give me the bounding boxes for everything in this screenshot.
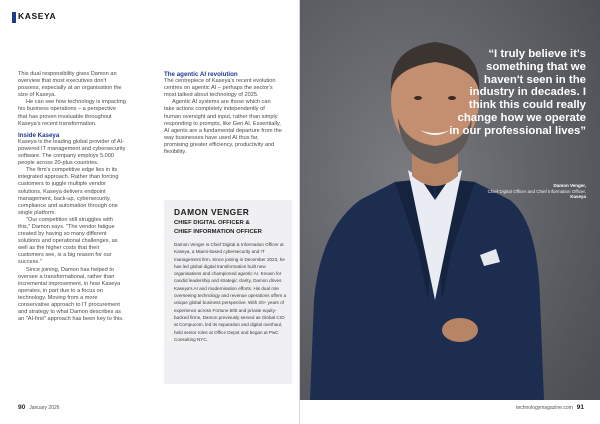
issue-date: January 2026 [29, 405, 60, 411]
paragraph: He can see how technology is impacting his business operations – a perspective that has proven invaluable throughout Kaseya's recent transformation. [18, 99, 126, 127]
bio-title-line: CHIEF INFORMATION OFFICER [174, 229, 262, 236]
bio-text: Damon Venger is Chief Digital & Information Officer at Kaseya, a Miami-based cybersecurity and IT management firm. Since joining in December 2023, he has led global digital transformation built new organisations and championed agentic AI. Known for candid leadership and strategic clarity, Damon drives Kaseya's AI and modernisation efforts. His dual role overseeing technology and revenue operations offers a unique global business perspective. With 20+ years of experience across Fortune 500 and private equity-backed firms, Damon previously served as Global CIO at Compucom, led its separation and digital overhaul, held senior roles at Office Depot and began at PwC Consulting NYC. [174, 242, 287, 342]
article-column-right [164, 71, 282, 156]
page-footer-left [18, 404, 60, 411]
bio-title [174, 219, 290, 238]
attribution-role: Chief Digital Officer and Chief Information Officer, [487, 188, 586, 194]
right-page [300, 0, 600, 424]
section-heading: The agentic AI revolution [164, 71, 238, 78]
bio-box [164, 200, 292, 384]
page-number: 91 [576, 404, 584, 411]
attribution-name: Damon Venger, [553, 183, 586, 188]
paragraph: The centrepiece of Kaseya's recent evolution centres on agentic AI – perhaps the sector's most talked about technology of 2025. [164, 78, 276, 99]
article-column-left [18, 71, 126, 323]
section-heading: Inside Kaseya [18, 131, 60, 139]
bio-name: DAMON VENGER [174, 207, 250, 217]
paragraph: The firm's competitive edge lies in its integrated approach. Rather than forcing customers to juggle multiple vendor solutions, Kaseya delivers endpoint management, back-up, cybersecurity, compliance and automation through one single platform. [18, 167, 119, 216]
website: technologymagazine.com [516, 405, 573, 411]
paragraph: "Our competition still struggles with this," Damon says. "The vendor fatigue created by having so many different solutions and operational challenges, as well as the higher costs that their customers see, is a big reason for our success." [18, 216, 118, 266]
paragraph: Since joining, Damon has helped to oversee a transformational, rather than incremental improvement, in how Kaseya operates, in part due to a focus on technology. Moving from a more conservative approach to IT procurement and strategy to what Damon describes as an "AI-first" approach has been key to this. [18, 266, 124, 323]
page-number: 90 [18, 404, 26, 411]
paragraph: This dual responsibility gives Damon an overview that most executives don't possess, especially at an organisation the size of Kaseya. [18, 71, 122, 99]
hand [442, 318, 478, 342]
page-footer-right [516, 404, 584, 411]
brand-logo: KASEYA [18, 11, 57, 21]
attribution-company: Kaseya [570, 194, 586, 200]
bio-title-line: CHIEF DIGITAL OFFICER & [174, 220, 250, 226]
quote-attribution [486, 183, 586, 200]
logo-mark [12, 12, 16, 23]
paragraph: Agentic AI systems are those which can take actions completely independently of human oversight and input, rather than simply responding to prompts, like Gen AI. Essentially, AI agents are a fundamental departure from the way businesses have used AI thus far, promising greater efficiency, productivity and flexibility. [164, 99, 282, 156]
paragraph: Kaseya is the leading global provider of AI-powered IT management and cybersecurity software. The company employs 5,000 people across 20-plus countries. [18, 138, 126, 167]
pull-quote: “I truly believe it's something that we haven't seen in the industry in decades. I think this could really change how we operate in our professional lives” [449, 48, 586, 137]
header-bar [0, 0, 300, 34]
